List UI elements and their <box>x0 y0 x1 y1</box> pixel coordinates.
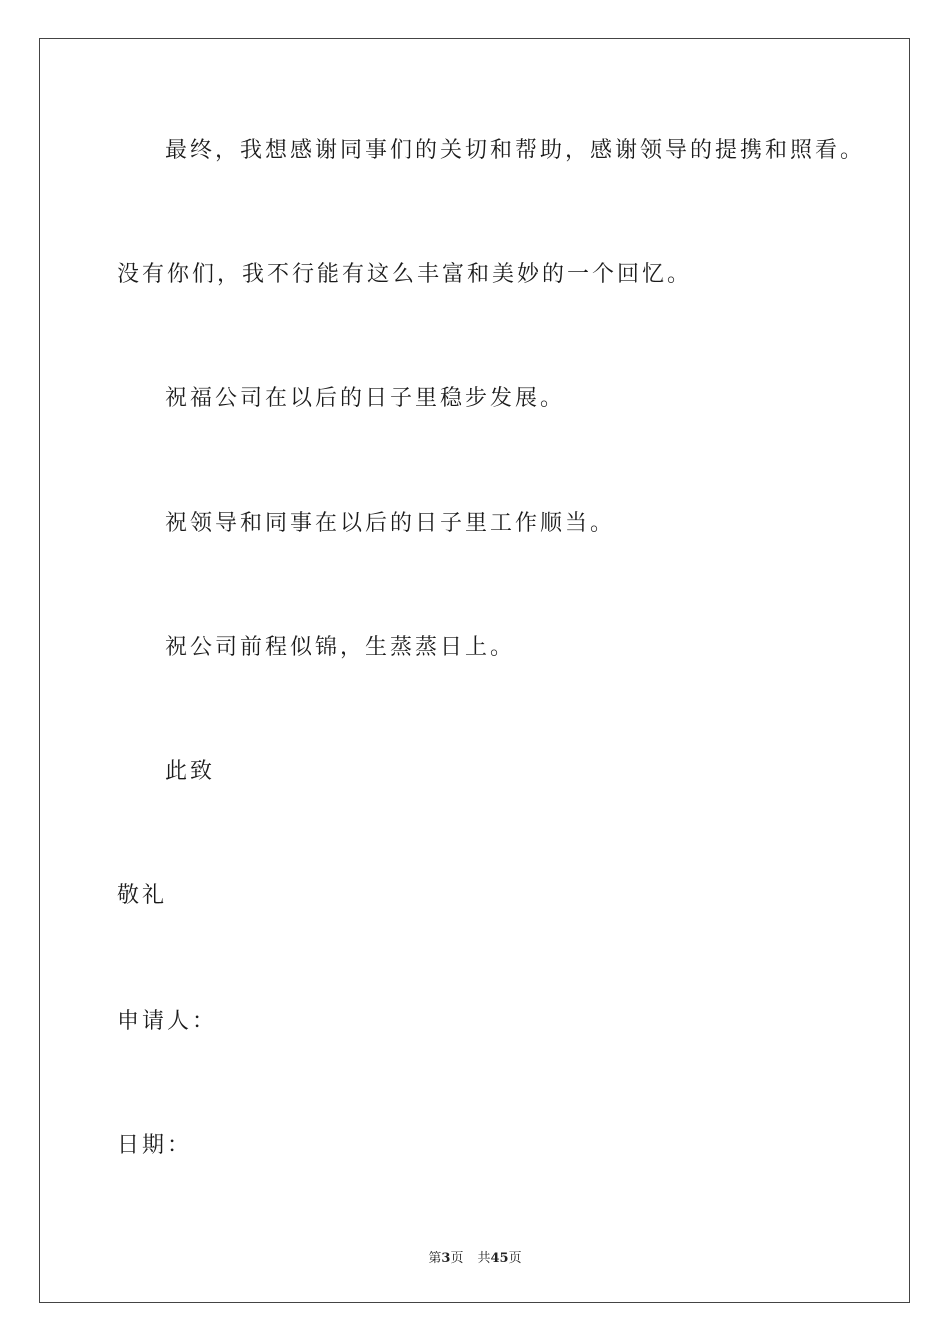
total-prefix: 共 <box>477 1251 491 1266</box>
total-suffix: 页 <box>508 1251 522 1266</box>
paragraph-wish-future: 祝公司前程似锦，生蒸蒸日上。 <box>165 635 516 660</box>
page-border <box>39 38 910 1303</box>
closing-salutation: 此致 <box>165 759 216 784</box>
paragraph-memories: 没有你们，我不行能有这么丰富和美妙的一个回忆。 <box>117 262 693 287</box>
paragraph-thanks: 最终，我想感谢同事们的关切和帮助，感谢领导的提携和照看。 <box>165 138 866 163</box>
date-label: 日期： <box>117 1133 193 1158</box>
page-number: 3 <box>441 1251 451 1266</box>
page-suffix: 页 <box>450 1251 464 1266</box>
total-pages: 45 <box>490 1251 509 1266</box>
page-footer <box>0 1247 950 1266</box>
paragraph-wish-company: 祝福公司在以后的日子里稳步发展。 <box>165 386 566 411</box>
paragraph-wish-colleagues: 祝领导和同事在以后的日子里工作顺当。 <box>165 511 616 536</box>
closing-regards: 敬礼 <box>117 883 168 908</box>
page-prefix: 第 <box>428 1251 442 1266</box>
applicant-label: 申请人： <box>117 1009 218 1034</box>
